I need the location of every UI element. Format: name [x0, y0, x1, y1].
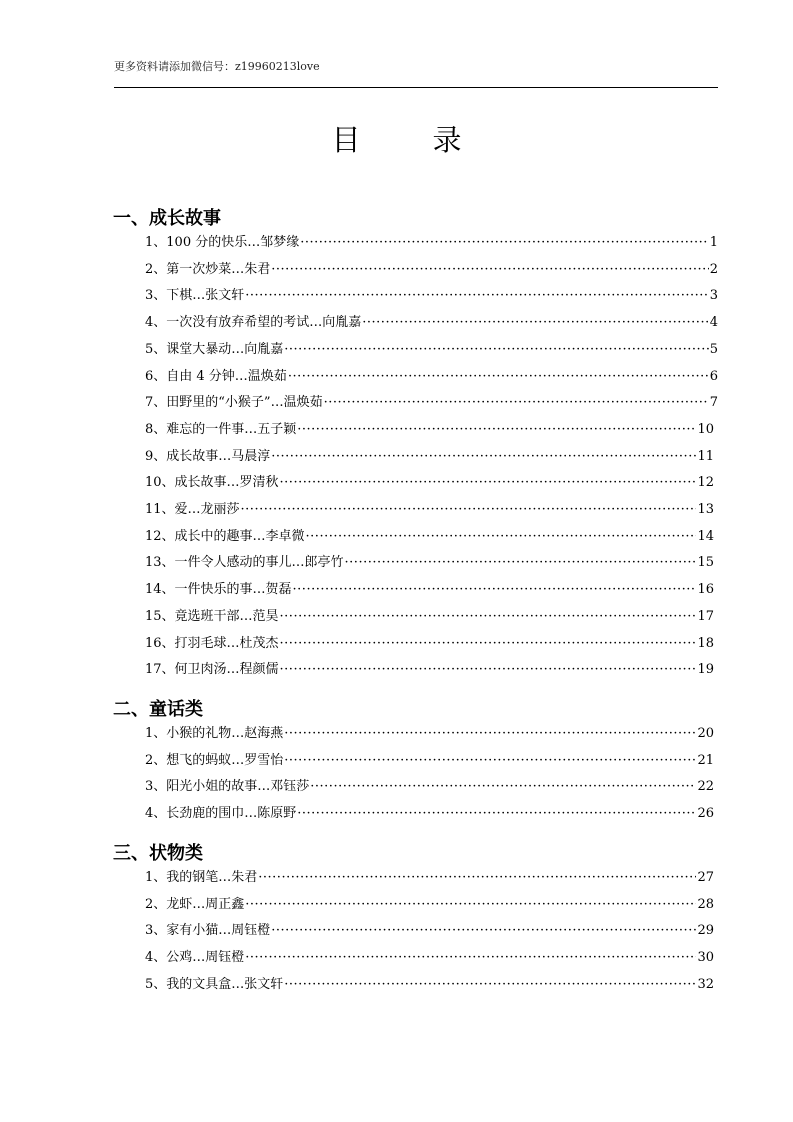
toc-entry[interactable]	[145, 581, 714, 599]
dot-leader	[284, 341, 708, 359]
toc-entry-page-number: 18	[697, 635, 714, 651]
dot-leader	[293, 581, 697, 599]
toc-entry-label: 13、一件令人感动的事儿…郎亭竹	[145, 555, 344, 571]
toc-entry-label: 11、爱…龙丽莎	[145, 502, 240, 517]
dot-leader	[300, 234, 709, 252]
dot-leader	[297, 421, 696, 439]
toc-entry-label: 2、想飞的蚂蚁…罗雪怡	[145, 752, 284, 768]
dot-leader	[241, 501, 697, 519]
dot-leader	[245, 949, 696, 967]
toc-entry-label: 17、何卫肉汤…程颜儒	[145, 662, 279, 678]
dot-leader	[297, 805, 696, 823]
toc-entry-page-number: 15	[697, 555, 714, 571]
toc-entry-label: 2、第一次炒菜…朱君	[145, 261, 271, 277]
dot-leader	[310, 778, 696, 796]
toc-entry[interactable]	[145, 368, 718, 386]
toc-entry[interactable]	[145, 949, 714, 967]
toc-entry-label: 15、竟选班干部…范昊	[145, 608, 279, 624]
toc-entry[interactable]	[145, 234, 718, 252]
toc-entry-label: 4、长劲鹿的围巾…陈原野	[145, 806, 297, 822]
dot-leader	[288, 368, 709, 386]
toc-entry[interactable]	[145, 805, 714, 823]
toc-entry[interactable]	[145, 635, 714, 653]
header-divider	[114, 87, 718, 88]
dot-leader	[324, 394, 709, 412]
toc-entry-page-number: 32	[697, 976, 714, 992]
toc-entry[interactable]	[145, 778, 714, 796]
toc-entry-page-number: 27	[697, 870, 714, 885]
toc-entry-page-number: 2	[709, 261, 718, 277]
toc-entry-label: 1、我的钢笔…朱君	[145, 870, 258, 885]
toc-entry-page-number: 5	[709, 341, 718, 357]
dot-leader	[306, 528, 697, 546]
dot-leader	[271, 261, 708, 279]
toc-entry-page-number: 6	[709, 368, 718, 384]
toc-entry-page-number: 12	[697, 475, 714, 491]
toc-entry-page-number: 4	[709, 315, 718, 331]
page-title	[0, 118, 793, 159]
dot-leader	[280, 474, 697, 492]
toc-entry-label: 5、我的文具盒…张文轩	[145, 976, 284, 992]
dot-leader	[258, 869, 696, 887]
toc-entry-label: 9、成长故事…马晨淳	[145, 448, 271, 464]
dot-leader	[245, 287, 708, 305]
dot-leader	[362, 314, 708, 332]
toc-entry-page-number: 26	[697, 806, 714, 822]
dot-leader	[280, 661, 697, 679]
toc-entry-page-number: 17	[697, 608, 714, 624]
toc-entry[interactable]	[145, 501, 714, 519]
toc-entry-page-number: 28	[697, 896, 714, 912]
toc-entry-page-number: 7	[709, 395, 718, 411]
toc-entry-page-number: 22	[697, 779, 714, 795]
header-note: 更多资料请添加微信号：z19960213love	[114, 60, 320, 73]
toc-entry-label: 1、100 分的快乐…邹梦缘	[145, 235, 300, 250]
dot-leader	[284, 725, 696, 743]
dot-leader	[271, 922, 696, 940]
section-heading: 三、状物类	[113, 843, 203, 864]
toc-entry[interactable]	[145, 341, 718, 359]
toc-entry-label: 6、自由 4 分钟…温焕茹	[145, 368, 287, 384]
toc-entry-label: 3、下棋…张文轩	[145, 288, 245, 304]
toc-entry[interactable]	[145, 554, 714, 572]
toc-entry-label: 1、小猴的礼物…赵海燕	[145, 726, 284, 741]
dot-leader	[280, 635, 697, 653]
toc-entry-label: 14、一件快乐的事…贺磊	[145, 582, 292, 598]
toc-entry[interactable]	[145, 752, 714, 770]
toc-entry-page-number: 19	[697, 662, 714, 678]
toc-entry[interactable]	[145, 394, 718, 412]
toc-entry[interactable]	[145, 287, 718, 305]
toc-entry-page-number: 16	[697, 582, 714, 598]
section-heading: 二、童话类	[113, 699, 203, 720]
title-char-2: 录	[432, 123, 462, 157]
dot-leader	[284, 976, 696, 994]
toc-entry-label: 4、公鸡…周钰橙	[145, 950, 245, 966]
dot-leader	[345, 554, 697, 572]
toc-entry[interactable]	[145, 421, 714, 439]
toc-entry-page-number: 3	[709, 288, 718, 304]
toc-entry-label: 4、一次没有放弃希望的考试…向胤嘉	[145, 315, 362, 331]
dot-leader	[280, 608, 697, 626]
title-char-1: 目	[331, 123, 361, 157]
dot-leader	[284, 752, 696, 770]
toc-entry[interactable]	[145, 661, 714, 679]
toc-entry[interactable]	[145, 869, 714, 887]
toc-entry-page-number: 1	[709, 235, 718, 250]
toc-entry[interactable]	[145, 725, 714, 743]
toc-entry-page-number: 20	[697, 726, 714, 741]
toc-entry-label: 7、田野里的“小猴子”…温焕茹	[145, 395, 323, 411]
toc-entry[interactable]	[145, 528, 714, 546]
toc-entry-page-number: 13	[697, 502, 714, 517]
section-heading: 一、成长故事	[113, 208, 221, 229]
toc-entry-page-number: 11	[697, 448, 714, 464]
toc-entry-label: 3、阳光小姐的故事…邓钰莎	[145, 779, 310, 795]
toc-entry-page-number: 21	[697, 752, 714, 768]
toc-entry[interactable]	[145, 314, 718, 332]
toc-entry[interactable]	[145, 474, 714, 492]
toc-entry[interactable]	[145, 608, 714, 626]
toc-entry-label: 3、家有小猫…周钰橙	[145, 923, 271, 939]
toc-entry-label: 10、成长故事…罗清秋	[145, 475, 279, 491]
toc-entry-page-number: 10	[697, 421, 714, 437]
toc-entry-page-number: 29	[697, 923, 714, 939]
toc-entry[interactable]	[145, 896, 714, 914]
toc-entry-page-number: 30	[697, 950, 714, 966]
toc-entry[interactable]	[145, 261, 718, 279]
dot-leader	[271, 448, 696, 466]
toc-entry[interactable]	[145, 448, 714, 466]
toc-entry-label: 2、龙虾…周正鑫	[145, 896, 245, 912]
toc-entry-page-number: 14	[697, 528, 714, 544]
toc-entry-label: 12、成长中的趣事…李卓微	[145, 528, 305, 544]
toc-entry-label: 5、课堂大暴动…向胤嘉	[145, 341, 284, 357]
toc-entry[interactable]	[145, 922, 714, 940]
toc-entry[interactable]	[145, 976, 714, 994]
dot-leader	[245, 896, 696, 914]
toc-entry-label: 8、难忘的一件事…五子颖	[145, 421, 297, 437]
toc-entry-label: 16、打羽毛球…杜茂杰	[145, 635, 279, 651]
